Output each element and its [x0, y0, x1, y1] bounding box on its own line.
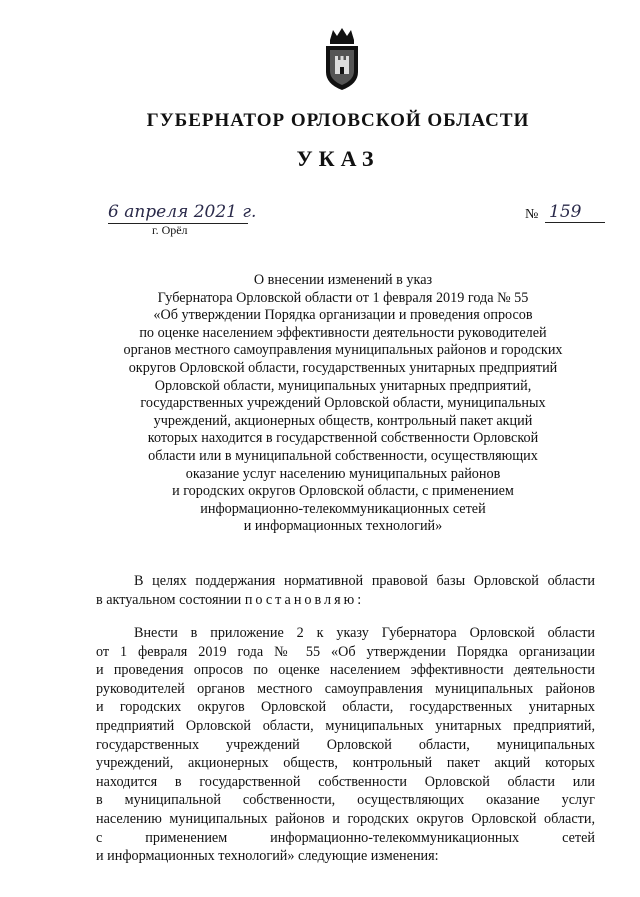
subject-line: области или в муниципальной собственности, осуществляющих [148, 447, 538, 464]
body-line: Внести в приложение 2 к указу Губернатора Орловской области [134, 625, 595, 641]
document-type-title: УКАЗ [296, 146, 380, 171]
handwritten-number: 159 [545, 202, 605, 223]
preamble-line [96, 591, 595, 610]
body-line: и городских округов Орловской области, государственных унитарных [96, 699, 595, 716]
body-line: государственных учреждений Орловской области, муниципальных [96, 736, 595, 753]
decree-subject-title [100, 272, 586, 536]
body-line: населению муниципальных районов и городских округов Орловской области, [96, 810, 595, 827]
subject-line: государственных учреждений Орловской области, муниципальных [140, 395, 546, 412]
operative-paragraph [96, 624, 595, 866]
preamble-line: В целях поддержания нормативной правовой базы Орловской области [134, 573, 595, 589]
subject-line: учреждений, акционерных обществ, контрольный пакет акций [153, 412, 533, 429]
subject-line: информационно-телекоммуникационных сетей [200, 500, 486, 517]
subject-line: органов местного самоуправления муниципальных районов и городских [123, 342, 563, 359]
subject-line: и информационных технологий» [243, 518, 443, 535]
body-line: с применением информационно-телекоммуникационных сетей [96, 829, 595, 846]
subject-line: О внесении изменений в указ [253, 272, 433, 288]
subject-line: «Об утверждении Порядка организации и проведения опросов [153, 307, 533, 324]
decree-keyword: постановляю: [244, 591, 365, 608]
preamble-paragraph [96, 572, 595, 609]
place-of-issue: г. Орёл [152, 223, 188, 237]
body-line: руководителей органов местного самоуправления муниципальных районов [96, 680, 595, 697]
subject-line: Губернатора Орловской области от 1 февраля 2019 года № 55 [157, 289, 529, 306]
body-line: предприятий Орловской области, муниципальных унитарных предприятий, [96, 717, 595, 734]
coat-of-arms-icon [322, 26, 362, 92]
issuing-authority: ГУБЕРНАТОР ОРЛОВСКОЙ ОБЛАСТИ [146, 110, 530, 131]
handwritten-date: 6 апреля 2021 г. [108, 202, 257, 222]
body-line: находится в государственной собственности Орловской области или [96, 773, 595, 790]
body-line: учреждений, акционерных обществ, контрольный пакет акций которых [96, 755, 595, 772]
body-line: в муниципальной собственности, осуществляющих оказание услуг [96, 792, 595, 809]
body-line: от 1 февраля 2019 года № 55 «Об утверждении Порядка организации [96, 643, 595, 660]
subject-line: и городских округов Орловской области, с применением [172, 483, 514, 500]
subject-line: округов Орловской области, государственных унитарных предприятий [128, 359, 558, 376]
subject-line: по оценке населением эффективности деятельности руководителей [139, 324, 547, 341]
preamble-text: в актуальном состоянии [96, 591, 245, 608]
body-line: и информационных технологий» следующие изменения: [96, 848, 439, 865]
subject-line: Орловской области, муниципальных унитарных предприятий, [154, 377, 532, 394]
body-line: и проведения опросов по оценке населением эффективности деятельности [96, 662, 595, 679]
subject-line: которых находится в государственной собственности Орловской [147, 430, 539, 447]
number-label: № [525, 207, 539, 222]
subject-line: оказание услуг населению муниципальных районов [185, 465, 501, 482]
